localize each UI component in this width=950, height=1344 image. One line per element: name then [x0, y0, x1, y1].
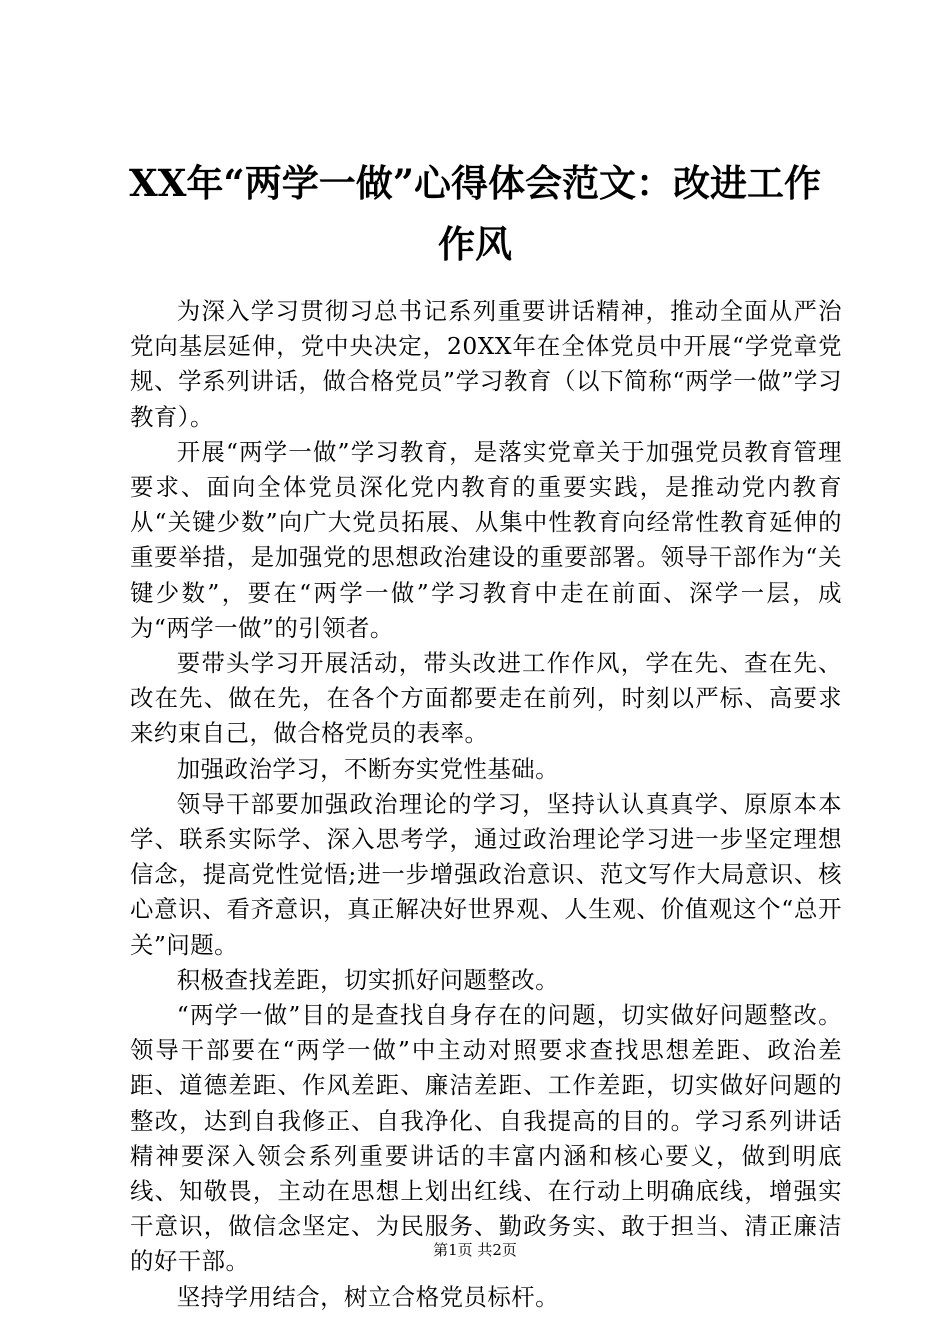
section-heading-find-gaps: 积极查找差距，切实抓好问题整改。: [176, 965, 560, 994]
page-number-footer: 第1页 共2页: [433, 1241, 517, 1259]
document-body: [130, 294, 842, 1315]
section-heading-political-study: 加强政治学习，不断夯实党性基础。: [176, 754, 560, 783]
document-title-line-1: XX年“两学一做”心得体会范文：改进工作: [129, 161, 821, 205]
section-heading-learn-and-apply: 坚持学用结合，树立合格党员标杆。: [176, 1282, 560, 1311]
paragraph-7: “两学一做”目的是查找自身存在的问题，切实做好问题整改。领导干部要在“两学一做”中主动对照要求查找思想差距、政治差距、道德差距、作风差距、廉洁差距、工作差距，切实做好问题的整改，达到自我修正、自我净化、自我提高的目的。学习系列讲话精神要深入领会系列重要讲话的丰富内涵和核心要义，做到明底线、知敬畏，主动在思想上划出红线、在行动上明确底线，增强实干意识，做信念坚定、为民服务、勤政务实、敢于担当、清正廉洁的好干部。: [130, 1001, 842, 1276]
paragraph-1: 为深入学习贯彻习总书记系列重要讲话精神，推动全面从严治党向基层延伸，党中央决定，20XX年在全体党员中开展“学党章党规、学系列讲话，做合格党员”学习教育（以下简称“两学一做”学习教育）。: [130, 297, 842, 431]
paragraph-3: 要带头学习开展活动，带头改进工作作风，学在先、查在先、改在先、做在先，在各个方面都要走在前列，时刻以严标、高要求来约束自己，做合格党员的表率。: [130, 649, 842, 748]
document-title-line-2: 作风: [438, 222, 512, 266]
paragraph-2: 开展“两学一做”学习教育，是落实党章关于加强党员教育管理要求、面向全体党员深化党内教育的重要实践，是推动党内教育从“关键少数”向广大党员拓展、从集中性教育向经常性教育延伸的重要举措，是加强党的思想政治建设的重要部署。领导干部作为“关键少数”，要在“两学一做”学习教育中走在前面、深学一层，成为“两学一做”的引领者。: [130, 437, 842, 642]
paragraph-5: 领导干部要加强政治理论的学习，坚持认认真真学、原原本本学、联系实际学、深入思考学，通过政治理论学习进一步坚定理想信念，提高党性觉悟;进一步增强政治意识、范文写作大局意识、核心意识、看齐意识，真正解决好世界观、人生观、价值观这个“总开关”问题。: [130, 789, 842, 959]
